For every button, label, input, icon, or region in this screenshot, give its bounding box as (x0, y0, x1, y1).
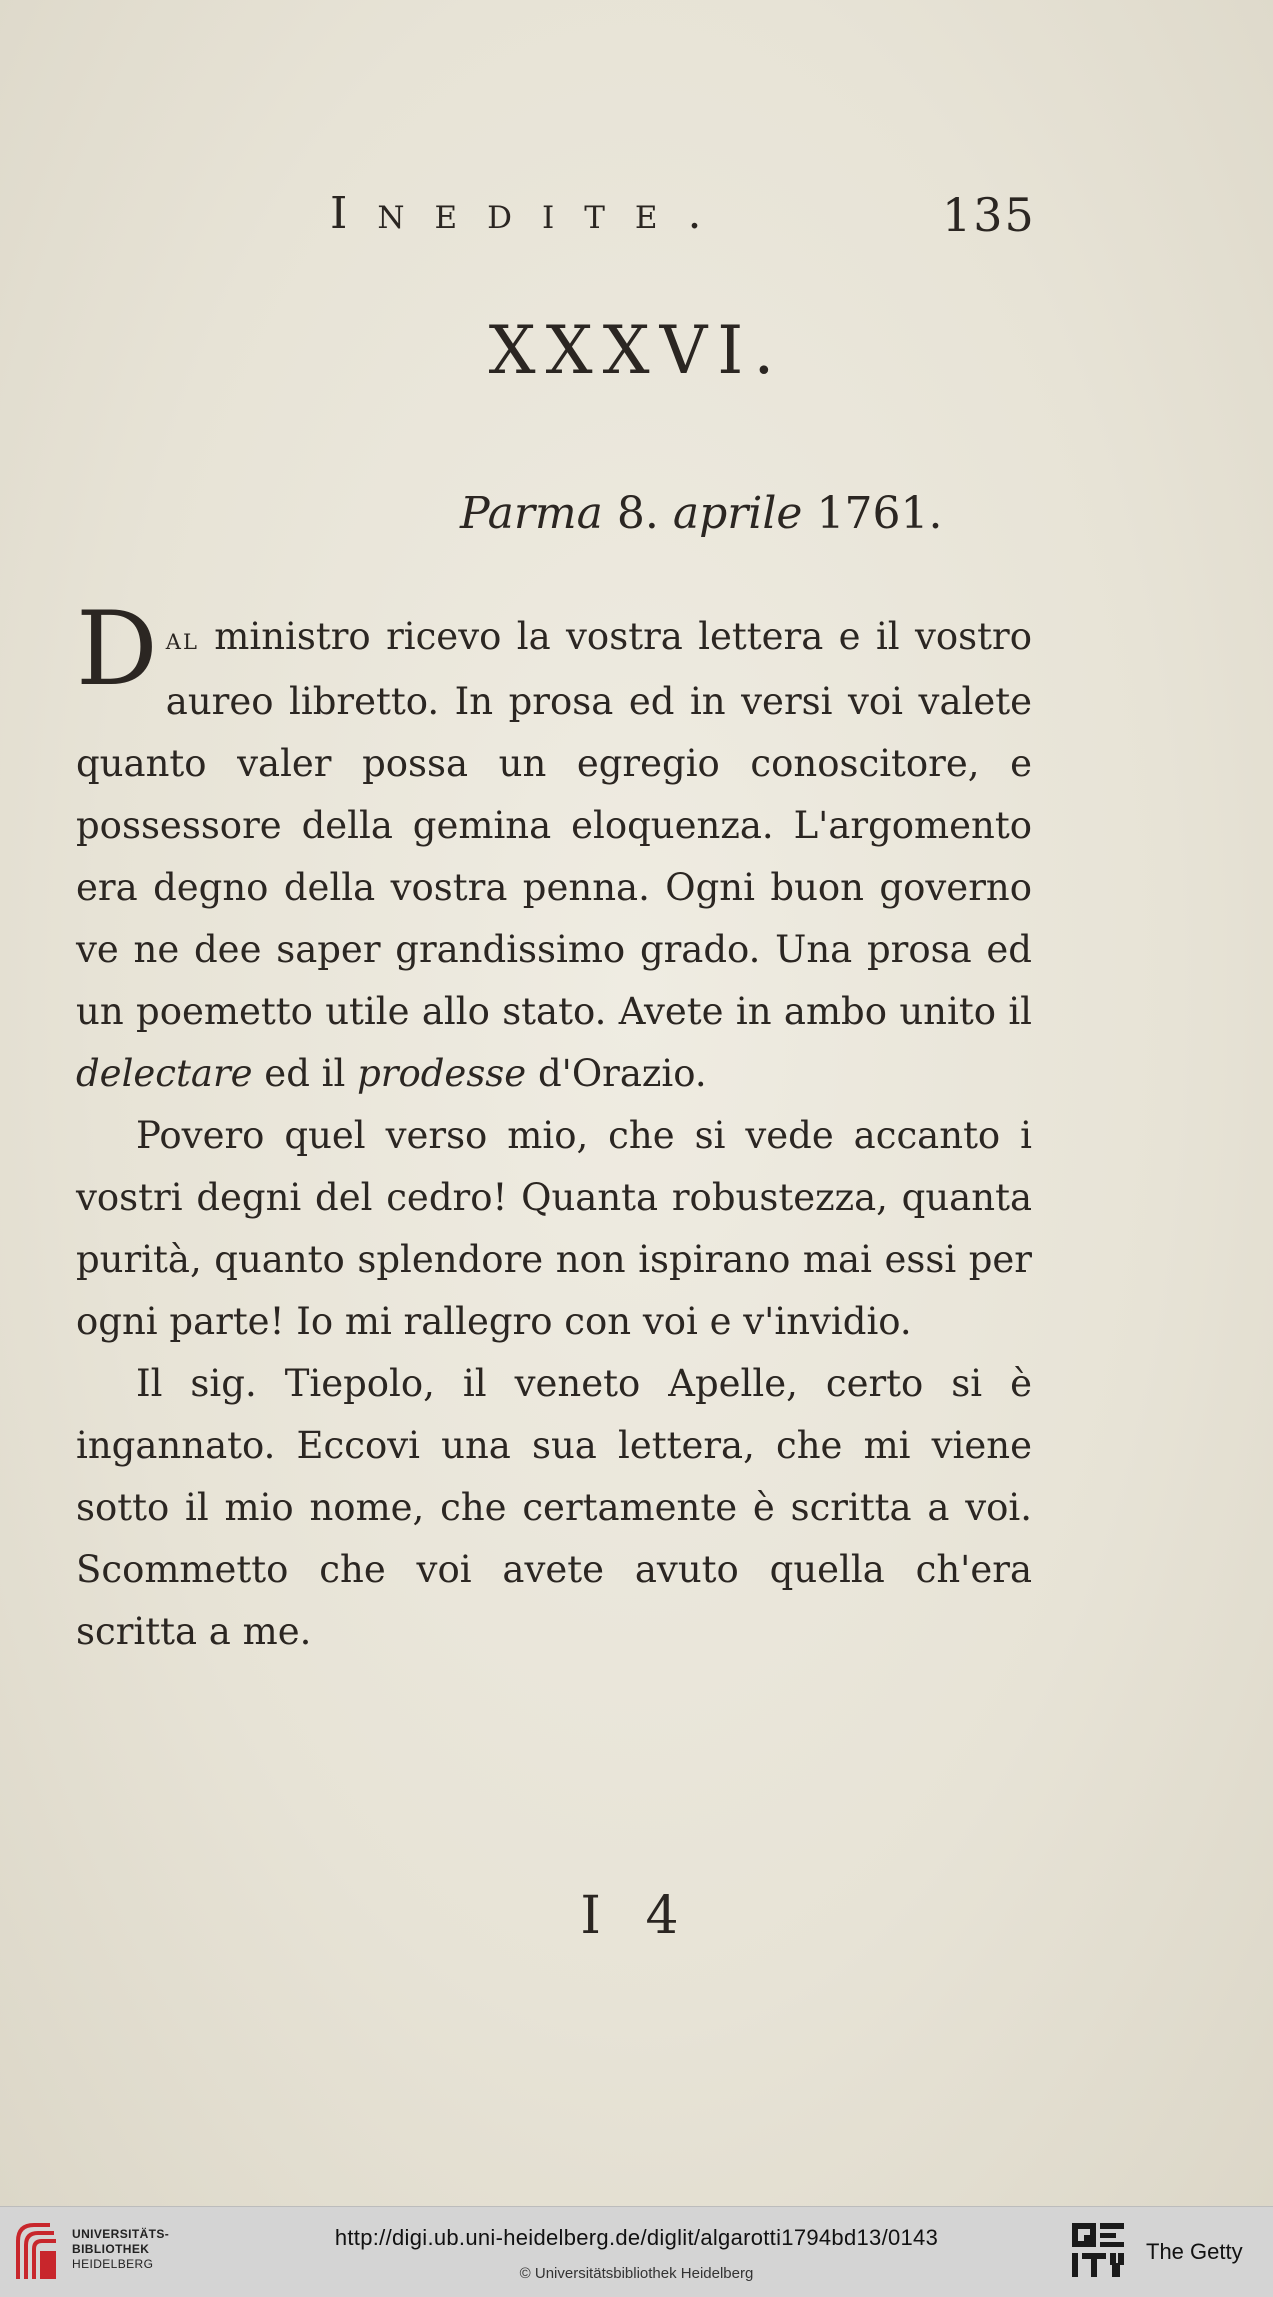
latin-term-prodesse: prodesse (357, 1052, 527, 1095)
footer-bar (0, 2206, 1273, 2297)
paragraph-1 (76, 590, 1032, 1105)
letter-number: XXXVI. (488, 312, 785, 389)
paragraph-3: Il sig. Tiepolo, il veneto Apelle, certo si è ingannato. Eccovi una sua lettera, che mi viene sotto il mio nome, che certamente è scritta a voi. Scommetto che voi avete avuto quella ch'era scritta a me. (76, 1362, 1032, 1653)
permalink-url[interactable]: http://digi.ub.uni-heidelberg.de/diglit/algarotti1794bd13/0143 (334, 2225, 939, 2250)
date-month: aprile (672, 488, 803, 539)
university-library-name: UNIVERSITÄTS- BIBLIOTHEK HEIDELBERG (72, 2227, 170, 2271)
dateline (460, 488, 942, 539)
date-year: 1761. (816, 488, 943, 539)
running-head (330, 188, 1273, 244)
running-title: Inedite. (330, 188, 732, 239)
date-day: 8. (616, 488, 659, 539)
paragraph-1-text-c: d'Orazio. (526, 1052, 707, 1095)
paragraph-1-text-b: ed il (252, 1052, 358, 1095)
signature-mark: I 4 (580, 1886, 693, 1946)
letter-body (76, 590, 1032, 1663)
paragraph-1-text-a: ministro ricevo la vostra lettera e il vostro aureo libretto. In prosa ed in versi voi valete quanto valer possa un egregio conoscitore, e possessore della gemina eloquenza. L'argomento era degno della vostra penna. Ogni buon governo ve ne dee saper grandissimo grado. Una prosa ed un poemetto utile allo stato. Avete in ambo unito il (76, 615, 1032, 1033)
getty-name: The Getty (1146, 2239, 1243, 2264)
drop-capital: D (76, 590, 158, 709)
getty-logo-icon (1070, 2221, 1126, 2283)
copyright-notice: © Universitätsbibliothek Heidelberg (519, 2265, 754, 2282)
latin-term-delectare: delectare (76, 1052, 253, 1095)
date-place: Parma (460, 488, 603, 539)
paragraph-2: Povero quel verso mio, che si vede accanto i vostri degni del cedro! Quanta robustezza, quanta purità, quanto splendore non ispirano mai essi per ogni parte! Io mi rallegro con voi e v'invidio. (76, 1114, 1032, 1343)
page-number: 135 (942, 188, 1036, 242)
small-caps-opening: al (165, 622, 199, 657)
